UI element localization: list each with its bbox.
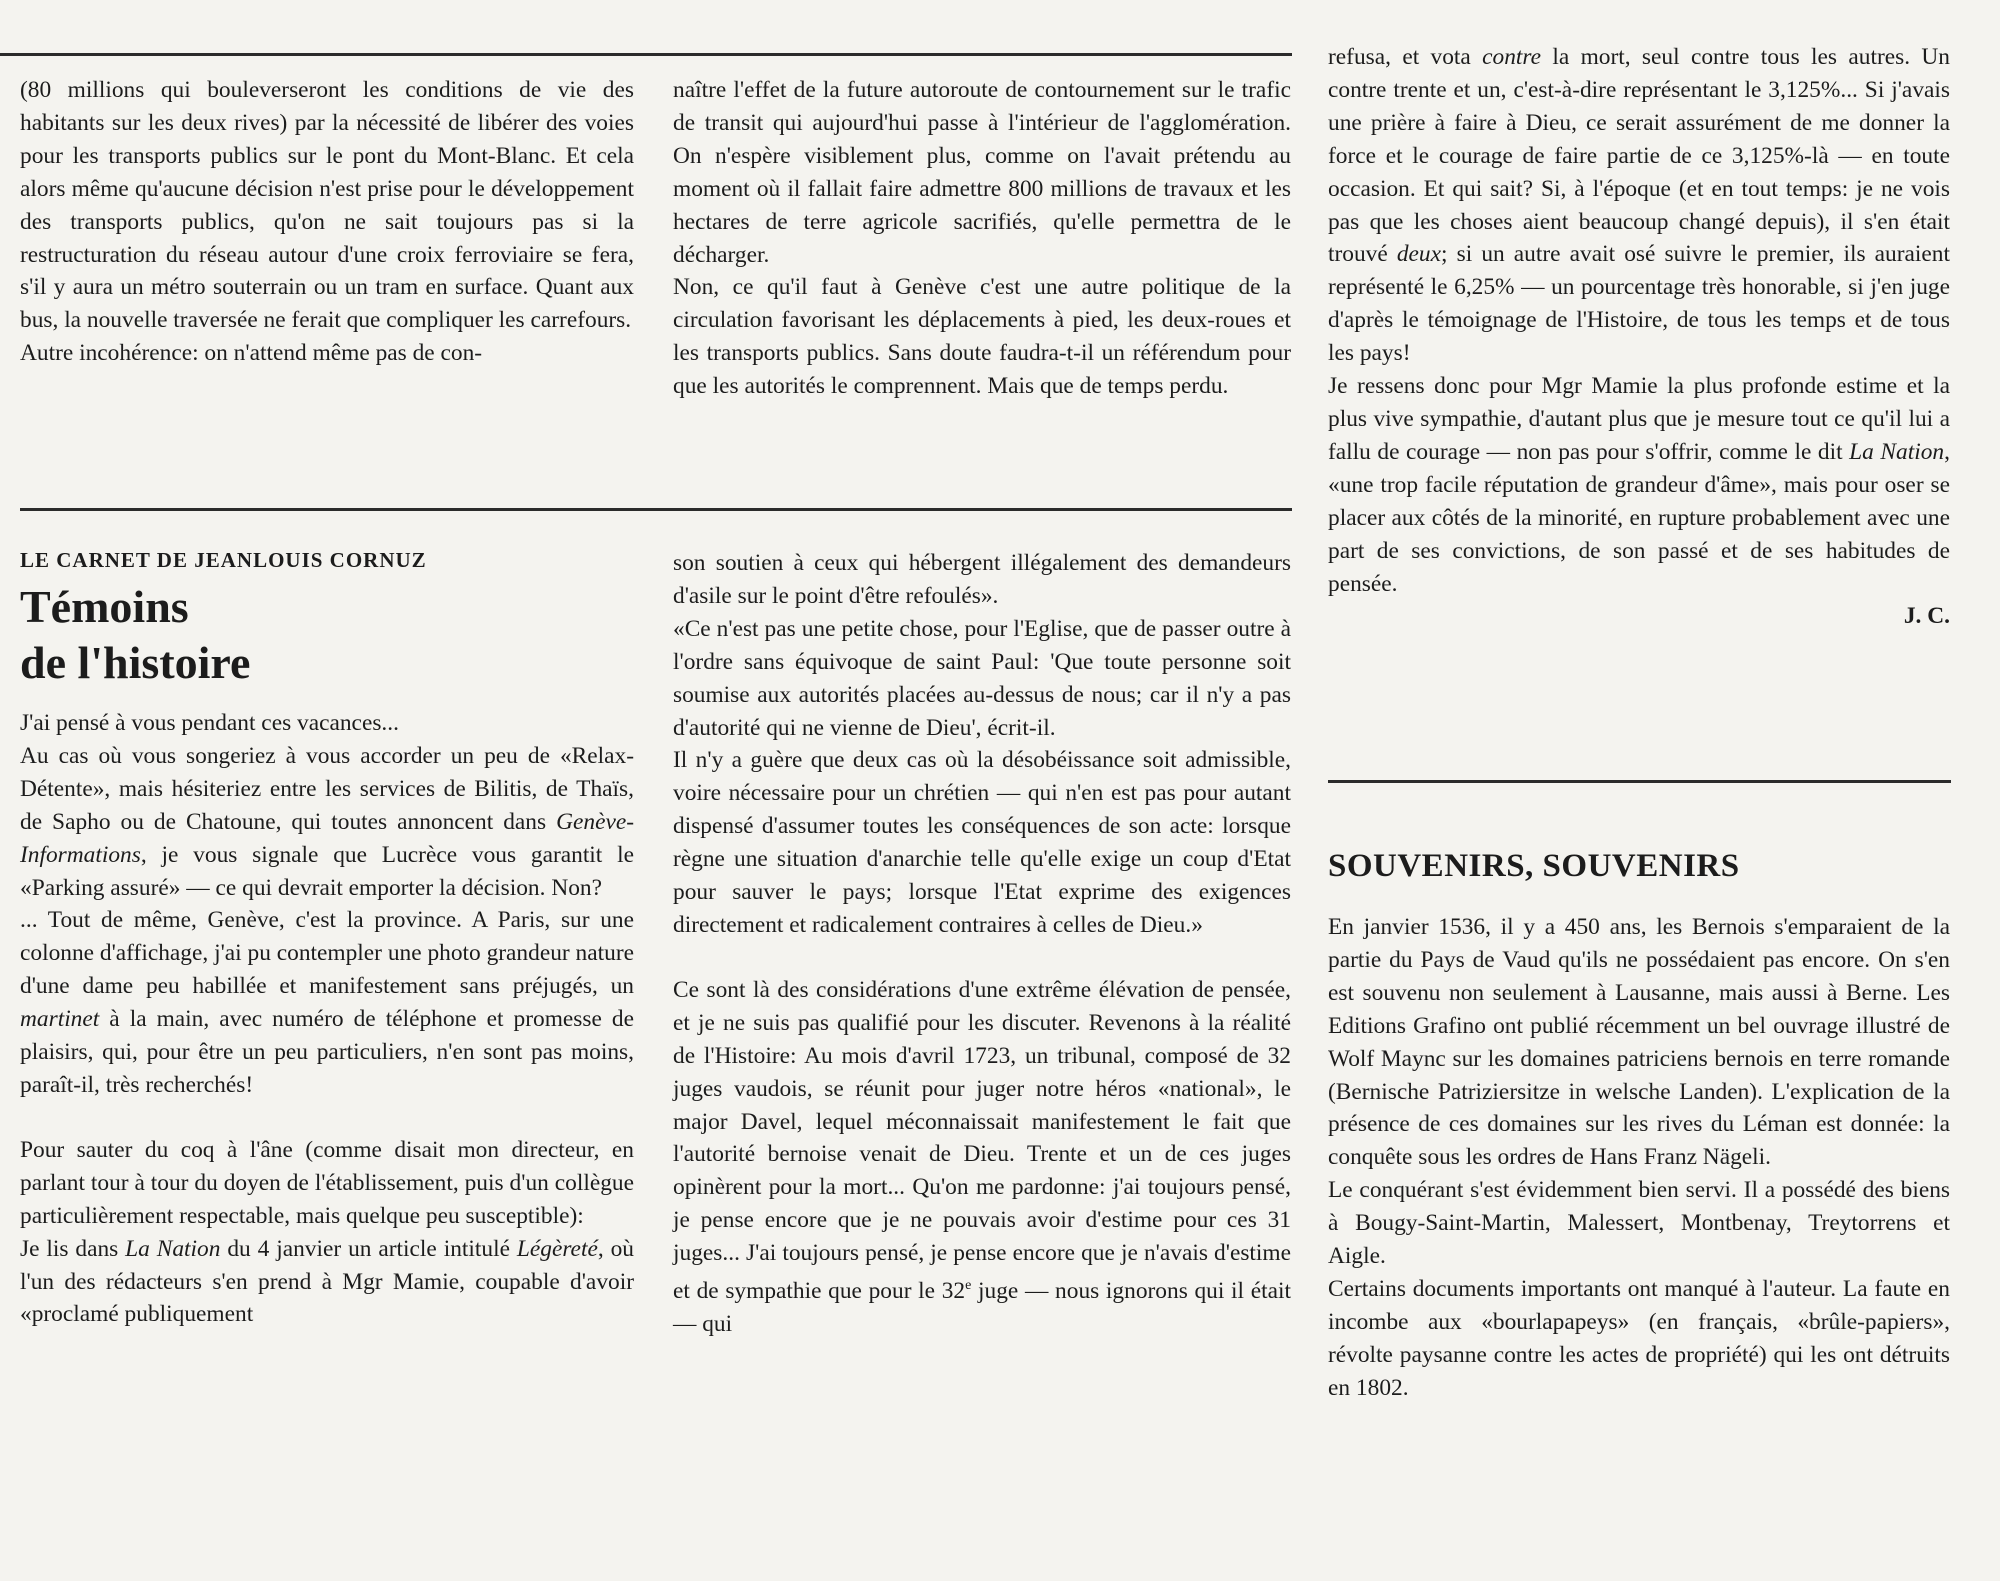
- author-signature: J. C.: [1903, 603, 1950, 630]
- publication-name: Genève-Informations: [20, 808, 634, 868]
- article-title-line-1: Témoins: [20, 581, 189, 632]
- emphasis-word: deux: [1396, 241, 1442, 268]
- carnet-paragraph: Pour sauter du coq à l'âne (comme disait mon directeur, en parlant tour à tour du doyen de l'établissement, puis d'un collègue particulièrement respectable, mais quelque peu susceptible):: [20, 1136, 634, 1229]
- carnet-paragraph: Ce sont là des considérations d'une extrême élévation de pensée, et je ne suis pas qualifié pour les discuter. Revenons à la réalité de l'Histoire: Au mois d'avril 1723, un tribunal, composé de 32 juges vaudois, se réunit pour juger notre héros «national», le major Davel, lequel méconnaissait manifestement le fait que l'autorité bernoise venait de Dieu. Trente et un de ces juges opinèrent pour la mort... Qu'on me pardonne: j'ai toujours pensé, je pense encore que je ne pouvais avoir d'estime pour ces 31 juges... J'ai toujours pensé, je pense encore que je n'avais d'estime et de sympathie que pour le 32e juge — nous ignorons qui il était — qui: [673, 976, 1291, 1337]
- superscript: e: [965, 1278, 972, 1294]
- top-col1-paragraph: Autre incohérence: on n'attend même pas de con-: [20, 340, 483, 367]
- publication-name: La Nation: [1849, 438, 1945, 465]
- carnet-paragraph: Il n'y a guère que deux cas où la désobéissance soit admissible, voire nécessaire pour un chrétien — qui n'en est pas pour autant dispensé d'assumer toutes les conséquences de son acte: lorsque règne une situation d'anarchie telle qu'elle exige un coup d'Etat pour sauver le pays; lorsque l'Etat exprime des exigences directement et radicalement contraires à celles de Dieu.»: [673, 747, 1291, 938]
- carnet-paragraph: ... Tout de même, Genève, c'est la province. A Paris, sur une colonne d'affichage, j'ai pu contempler une photo grandeur nature d'une dame peu habillée et manifestement sans préjugés, un martinet à la main, avec numéro de téléphone et promesse de plaisirs, qui, pour être un peu particuliers, n'en sont pas moins, paraît-il, très recherchés!: [20, 907, 634, 1098]
- carnet-paragraph: J'ai pensé à vous pendant ces vacances...: [20, 710, 399, 736]
- mid-rule: [20, 508, 1292, 511]
- article-name: Légèreté: [516, 1235, 598, 1262]
- emphasis-word: contre: [1482, 44, 1542, 70]
- carnet-column-1: [20, 548, 634, 1331]
- carnet-kicker: LE CARNET DE JEANLOUIS CORNUZ: [20, 548, 427, 572]
- carnet-paragraph: Je ressens donc pour Mgr Mamie la plus profonde estime et la plus vive sympathie, d'autant plus que je mesure tout ce qu'il lui a fallu de courage — non pas pour s'offrir, comme le dit La Nation, «une trop facile réputation de grandeur d'âme», mais pour oser se placer aux côtés de la minorité, en rupture probablement avec une part de ses convictions, de son passé et de ses habitudes de pensée.: [1328, 373, 1950, 597]
- top-col1-paragraph: (80 millions qui bouleverseront les conditions de vie des habitants sur les deux rives) par la nécessité de libérer des voies pour les transports publics sur le pont du Mont-Blanc. Et cela alors même qu'aucune décision n'est prise pour le développement des transports publics, qu'on ne sait toujours pas si la restructuration du réseau autour d'une croix ferroviaire se fera, s'il y aura un métro souterrain ou un tram en surface. Quant aux bus, la nouvelle traversée ne ferait que compliquer les carrefours.: [20, 77, 634, 334]
- top-col2-paragraph: Non, ce qu'il faut à Genève c'est une autre politique de la circulation favorisant les déplacements à pied, les deux-roues et les transports publics. Sans doute faudra-t-il un référendum pour que les autorités le comprennent. Mais que de temps perdu.: [673, 274, 1291, 400]
- souvenirs-paragraph: Certains documents importants ont manqué à l'auteur. La faute en incombe aux «bourlapapeys» (en français, «brûle-papiers», révolte paysanne contre les actes de propriété) qui les ont détruits en 1802.: [1328, 1275, 1950, 1401]
- article-title: [20, 579, 634, 691]
- carnet-paragraph: «Ce n'est pas une petite chose, pour l'Eglise, que de passer outre à l'ordre sans équivoque de saint Paul: 'Que toute personne soit soumise aux autorités placées au-dessus de nous; car il n'y a pas d'autorité qui ne vienne de Dieu', écrit-il.: [673, 615, 1291, 741]
- publication-name: La Nation: [125, 1235, 221, 1262]
- top-col2-paragraph: naître l'effet de la future autoroute de contournement sur le trafic de transit qui aujourd'hui passe à l'intérieur de l'agglomération. On n'espère visiblement plus, comme on l'avait prétendu au moment où il fallait faire admettre 800 millions de travaux et les hectares de terre agricole sacrifiés, qu'elle permettra de le décharger.: [673, 77, 1291, 268]
- souvenirs-paragraph: Le conquérant s'est évidemment bien servi. Il a possédé des biens à Bougy-Saint-Martin, Malessert, Montbenay, Treytorrens et Aigle.: [1328, 1177, 1950, 1270]
- top-rule: [0, 53, 1292, 56]
- section-title: SOUVENIRS, SOUVENIRS: [1328, 848, 1740, 884]
- carnet-column-2: [673, 547, 1291, 1341]
- souvenirs-paragraph: En janvier 1536, il y a 450 ans, les Bernois s'emparaient de la partie du Pays de Vaud qu'ils ne possédaient pas encore. On s'en est souvenu non seulement à Lausanne, mais aussi à Berne. Les Editions Grafino ont publié récemment un bel ouvrage illustré de Wolf Maync sur les domaines patriciens bernois en terre romande (Bernische Patriziersitze in welsche Landen). L'explication de la présence de ces domaines sur les rives du Léman est donnée: la conquête sous les ordres de Hans Franz Nägeli.: [1328, 914, 1950, 1171]
- carnet-paragraph: Au cas où vous songeriez à vous accorder un peu de «Relax-Détente», mais hésiteriez entre les services de Bilitis, de Thaïs, de Sapho ou de Chatoune, qui toutes annoncent dans Genève-Informations, je vous signale que Lucrèce vous garantit le «Parking assuré» — ce qui devrait emporter la décision. Non?: [20, 742, 634, 901]
- carnet-paragraph: Je lis dans La Nation du 4 janvier un article intitulé Légèreté, où l'un des rédacteurs s'en prend à Mgr Mamie, coupable d'avoir «proclamé publiquement: [20, 1235, 634, 1328]
- right-rule: [1328, 780, 1951, 783]
- emphasis-word: martinet: [20, 1006, 100, 1033]
- article-title-line-2: de l'histoire: [20, 637, 251, 688]
- top-column-2: [673, 74, 1291, 403]
- top-column-1: [20, 74, 634, 370]
- carnet-paragraph: refusa, et vota contre la mort, seul contre tous les autres. Un contre trente et un, c'est-à-dire représentant le 3,125%... Si j'avais une prière à faire à Dieu, ce serait assurément de me donner la force et le courage de faire partie de ce 3,125%-là — en toute occasion. Et qui sait? Si, à l'époque (et en tout temps: je ne vois pas que les choses aient beaucoup changé depuis), il s'en était trouvé deux; si un autre avait osé suivre le premier, ils auraient représenté le 6,25% — un pourcentage très honorable, si j'en juge d'après le témoignage de l'Histoire, de tous les temps et de tous les pays!: [1328, 44, 1950, 367]
- carnet-paragraph: son soutien à ceux qui hébergent illégalement des demandeurs d'asile sur le point d'être refoulés».: [673, 550, 1291, 609]
- carnet-column-3: [1328, 41, 1950, 633]
- souvenirs-section: [1328, 848, 1950, 1405]
